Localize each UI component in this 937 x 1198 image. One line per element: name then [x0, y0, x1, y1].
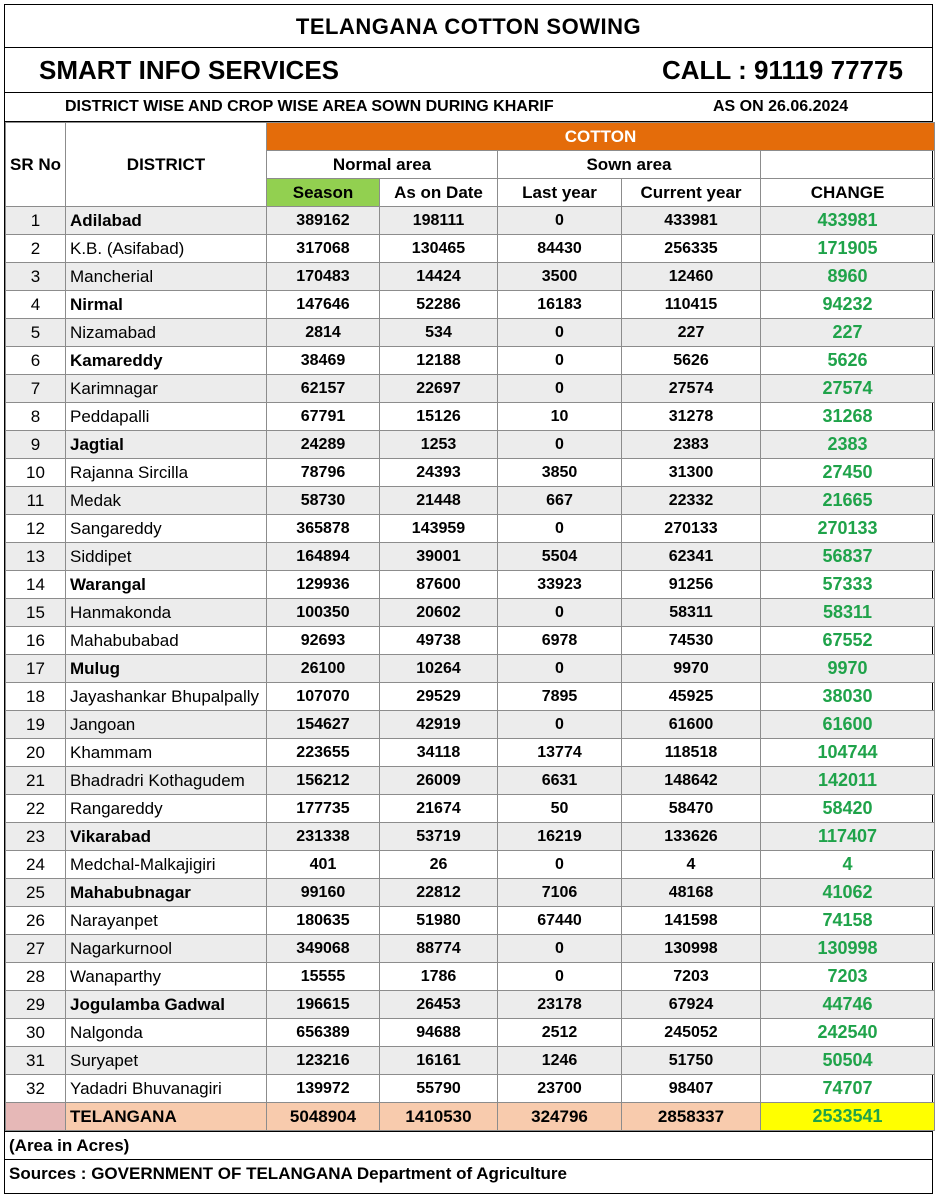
row-change: 44746 — [761, 991, 935, 1019]
row-current-year: 5626 — [622, 347, 761, 375]
table-row — [6, 207, 935, 235]
table-row — [6, 879, 935, 907]
row-current-year: 12460 — [622, 263, 761, 291]
report-title: TELANGANA COTTON SOWING — [5, 5, 932, 48]
row-change: 7203 — [761, 963, 935, 991]
row-change: 270133 — [761, 515, 935, 543]
row-last-year: 3500 — [498, 263, 622, 291]
row-last-year: 7106 — [498, 879, 622, 907]
row-season: 24289 — [267, 431, 380, 459]
row-current-year: 58470 — [622, 795, 761, 823]
row-change: 27574 — [761, 375, 935, 403]
row-sr-no: 7 — [6, 375, 66, 403]
row-change: 8960 — [761, 263, 935, 291]
row-as-on-date: 12188 — [380, 347, 498, 375]
row-season: 15555 — [267, 963, 380, 991]
row-district: Wanaparthy — [66, 963, 267, 991]
row-sr-no: 32 — [6, 1075, 66, 1103]
report-subtitle: DISTRICT WISE AND CROP WISE AREA SOWN DURING KHARIF — [65, 98, 554, 115]
table-row — [6, 431, 935, 459]
row-sr-no: 24 — [6, 851, 66, 879]
table-row — [6, 347, 935, 375]
row-change: 5626 — [761, 347, 935, 375]
row-sr-no: 11 — [6, 487, 66, 515]
row-district: Mulug — [66, 655, 267, 683]
header-blank — [761, 151, 935, 179]
table-row — [6, 907, 935, 935]
row-as-on-date: 143959 — [380, 515, 498, 543]
row-district: Jogulamba Gadwal — [66, 991, 267, 1019]
row-current-year: 110415 — [622, 291, 761, 319]
row-district: Narayanpet — [66, 907, 267, 935]
table-row — [6, 263, 935, 291]
row-sr-no: 26 — [6, 907, 66, 935]
row-season: 100350 — [267, 599, 380, 627]
row-district: Peddapalli — [66, 403, 267, 431]
row-sr-no: 31 — [6, 1047, 66, 1075]
row-change: 61600 — [761, 711, 935, 739]
row-as-on-date: 21674 — [380, 795, 498, 823]
row-last-year: 13774 — [498, 739, 622, 767]
header-sr-no: SR No — [6, 123, 66, 207]
row-last-year: 0 — [498, 711, 622, 739]
table-body — [6, 207, 935, 1103]
table-row — [6, 1047, 935, 1075]
row-change: 227 — [761, 319, 935, 347]
row-current-year: 130998 — [622, 935, 761, 963]
header-as-on-date: As on Date — [380, 179, 498, 207]
row-season: 147646 — [267, 291, 380, 319]
row-season: 349068 — [267, 935, 380, 963]
table-row — [6, 795, 935, 823]
row-last-year: 16219 — [498, 823, 622, 851]
row-district: Medak — [66, 487, 267, 515]
row-district: Vikarabad — [66, 823, 267, 851]
table-row — [6, 487, 935, 515]
row-district: Jagtial — [66, 431, 267, 459]
subtitle-bar — [5, 93, 932, 122]
row-season: 656389 — [267, 1019, 380, 1047]
row-sr-no: 23 — [6, 823, 66, 851]
table-row — [6, 655, 935, 683]
row-last-year: 3850 — [498, 459, 622, 487]
row-season: 401 — [267, 851, 380, 879]
row-change: 242540 — [761, 1019, 935, 1047]
row-current-year: 7203 — [622, 963, 761, 991]
row-change: 31268 — [761, 403, 935, 431]
row-district: Jayashankar Bhupalpally — [66, 683, 267, 711]
row-district: Suryapet — [66, 1047, 267, 1075]
row-change: 2383 — [761, 431, 935, 459]
row-district: Rangareddy — [66, 795, 267, 823]
row-as-on-date: 22697 — [380, 375, 498, 403]
row-as-on-date: 20602 — [380, 599, 498, 627]
header-normal-area: Normal area — [267, 151, 498, 179]
row-as-on-date: 42919 — [380, 711, 498, 739]
row-as-on-date: 26 — [380, 851, 498, 879]
row-as-on-date: 34118 — [380, 739, 498, 767]
row-last-year: 0 — [498, 515, 622, 543]
row-season: 177735 — [267, 795, 380, 823]
row-current-year: 98407 — [622, 1075, 761, 1103]
row-as-on-date: 21448 — [380, 487, 498, 515]
table-row — [6, 991, 935, 1019]
sowing-table — [5, 122, 935, 1131]
row-last-year: 10 — [498, 403, 622, 431]
row-as-on-date: 88774 — [380, 935, 498, 963]
row-current-year: 67924 — [622, 991, 761, 1019]
row-district: Siddipet — [66, 543, 267, 571]
row-as-on-date: 26453 — [380, 991, 498, 1019]
row-season: 389162 — [267, 207, 380, 235]
unit-note: (Area in Acres) — [5, 1131, 932, 1159]
row-sr-no: 29 — [6, 991, 66, 1019]
row-change: 142011 — [761, 767, 935, 795]
total-as-on-date: 1410530 — [380, 1103, 498, 1131]
brand-name: SMART INFO SERVICES — [39, 55, 340, 85]
row-change: 130998 — [761, 935, 935, 963]
row-as-on-date: 87600 — [380, 571, 498, 599]
row-last-year: 84430 — [498, 235, 622, 263]
row-change: 117407 — [761, 823, 935, 851]
row-as-on-date: 130465 — [380, 235, 498, 263]
row-current-year: 58311 — [622, 599, 761, 627]
row-current-year: 148642 — [622, 767, 761, 795]
table-row — [6, 319, 935, 347]
total-last-year: 324796 — [498, 1103, 622, 1131]
row-current-year: 2383 — [622, 431, 761, 459]
row-season: 99160 — [267, 879, 380, 907]
header-change: CHANGE — [761, 179, 935, 207]
row-sr-no: 28 — [6, 963, 66, 991]
table-row — [6, 627, 935, 655]
row-current-year: 22332 — [622, 487, 761, 515]
row-district: Mahabubabad — [66, 627, 267, 655]
row-sr-no: 6 — [6, 347, 66, 375]
row-current-year: 27574 — [622, 375, 761, 403]
row-as-on-date: 16161 — [380, 1047, 498, 1075]
row-district: Nalgonda — [66, 1019, 267, 1047]
row-district: K.B. (Asifabad) — [66, 235, 267, 263]
row-sr-no: 2 — [6, 235, 66, 263]
row-change: 4 — [761, 851, 935, 879]
sources-note: Sources : GOVERNMENT OF TELANGANA Department of Agriculture — [5, 1159, 932, 1187]
header-sown-area: Sown area — [498, 151, 761, 179]
row-sr-no: 13 — [6, 543, 66, 571]
row-sr-no: 9 — [6, 431, 66, 459]
header-district: DISTRICT — [66, 123, 267, 207]
table-row — [6, 1075, 935, 1103]
row-sr-no: 19 — [6, 711, 66, 739]
row-season: 180635 — [267, 907, 380, 935]
row-season: 156212 — [267, 767, 380, 795]
row-sr-no: 1 — [6, 207, 66, 235]
row-last-year: 16183 — [498, 291, 622, 319]
row-district: Warangal — [66, 571, 267, 599]
table-row — [6, 459, 935, 487]
row-sr-no: 22 — [6, 795, 66, 823]
table-row — [6, 823, 935, 851]
row-as-on-date: 534 — [380, 319, 498, 347]
row-change: 41062 — [761, 879, 935, 907]
row-season: 164894 — [267, 543, 380, 571]
row-last-year: 0 — [498, 599, 622, 627]
row-sr-no: 30 — [6, 1019, 66, 1047]
row-sr-no: 8 — [6, 403, 66, 431]
row-district: Rajanna Sircilla — [66, 459, 267, 487]
row-last-year: 6631 — [498, 767, 622, 795]
row-change: 74158 — [761, 907, 935, 935]
row-season: 317068 — [267, 235, 380, 263]
row-current-year: 270133 — [622, 515, 761, 543]
row-sr-no: 21 — [6, 767, 66, 795]
table-row — [6, 403, 935, 431]
table-row — [6, 683, 935, 711]
total-sr — [6, 1103, 66, 1131]
row-change: 58311 — [761, 599, 935, 627]
row-current-year: 9970 — [622, 655, 761, 683]
row-as-on-date: 1253 — [380, 431, 498, 459]
row-as-on-date: 24393 — [380, 459, 498, 487]
row-as-on-date: 55790 — [380, 1075, 498, 1103]
row-sr-no: 3 — [6, 263, 66, 291]
row-as-on-date: 51980 — [380, 907, 498, 935]
row-district: Mahabubnagar — [66, 879, 267, 907]
header-current-year: Current year — [622, 179, 761, 207]
row-district: Khammam — [66, 739, 267, 767]
total-current-year: 2858337 — [622, 1103, 761, 1131]
row-last-year: 0 — [498, 935, 622, 963]
row-district: Bhadradri Kothagudem — [66, 767, 267, 795]
row-season: 196615 — [267, 991, 380, 1019]
as-on-date: AS ON 26.06.2024 — [713, 98, 849, 115]
row-change: 58420 — [761, 795, 935, 823]
row-season: 107070 — [267, 683, 380, 711]
row-district: Medchal-Malkajigiri — [66, 851, 267, 879]
row-district: Yadadri Bhuvanagiri — [66, 1075, 267, 1103]
row-change: 56837 — [761, 543, 935, 571]
row-current-year: 91256 — [622, 571, 761, 599]
header-last-year: Last year — [498, 179, 622, 207]
table-row — [6, 935, 935, 963]
row-district: Nirmal — [66, 291, 267, 319]
row-sr-no: 16 — [6, 627, 66, 655]
row-last-year: 50 — [498, 795, 622, 823]
row-last-year: 0 — [498, 963, 622, 991]
row-last-year: 0 — [498, 347, 622, 375]
contact-number: CALL : 91119 77775 — [662, 55, 903, 85]
row-season: 2814 — [267, 319, 380, 347]
row-change: 57333 — [761, 571, 935, 599]
table-row — [6, 711, 935, 739]
row-last-year: 0 — [498, 655, 622, 683]
row-season: 123216 — [267, 1047, 380, 1075]
row-sr-no: 27 — [6, 935, 66, 963]
row-last-year: 1246 — [498, 1047, 622, 1075]
row-sr-no: 20 — [6, 739, 66, 767]
row-current-year: 4 — [622, 851, 761, 879]
row-season: 67791 — [267, 403, 380, 431]
row-change: 21665 — [761, 487, 935, 515]
row-as-on-date: 94688 — [380, 1019, 498, 1047]
row-current-year: 133626 — [622, 823, 761, 851]
row-last-year: 7895 — [498, 683, 622, 711]
row-change: 9970 — [761, 655, 935, 683]
table-row — [6, 739, 935, 767]
row-district: Hanmakonda — [66, 599, 267, 627]
row-as-on-date: 14424 — [380, 263, 498, 291]
row-season: 223655 — [267, 739, 380, 767]
table-row — [6, 235, 935, 263]
row-season: 365878 — [267, 515, 380, 543]
row-season: 38469 — [267, 347, 380, 375]
row-as-on-date: 39001 — [380, 543, 498, 571]
row-current-year: 51750 — [622, 1047, 761, 1075]
row-change: 50504 — [761, 1047, 935, 1075]
row-last-year: 667 — [498, 487, 622, 515]
row-sr-no: 14 — [6, 571, 66, 599]
row-current-year: 31300 — [622, 459, 761, 487]
row-change: 74707 — [761, 1075, 935, 1103]
row-current-year: 141598 — [622, 907, 761, 935]
row-last-year: 2512 — [498, 1019, 622, 1047]
row-season: 62157 — [267, 375, 380, 403]
row-season: 154627 — [267, 711, 380, 739]
row-current-year: 256335 — [622, 235, 761, 263]
row-sr-no: 17 — [6, 655, 66, 683]
table-row — [6, 375, 935, 403]
header-cotton: COTTON — [267, 123, 935, 151]
row-last-year: 0 — [498, 375, 622, 403]
table-row — [6, 1019, 935, 1047]
row-current-year: 74530 — [622, 627, 761, 655]
row-district: Sangareddy — [66, 515, 267, 543]
table-row — [6, 767, 935, 795]
row-sr-no: 18 — [6, 683, 66, 711]
row-as-on-date: 53719 — [380, 823, 498, 851]
row-sr-no: 10 — [6, 459, 66, 487]
row-as-on-date: 1786 — [380, 963, 498, 991]
row-change: 94232 — [761, 291, 935, 319]
row-sr-no: 5 — [6, 319, 66, 347]
row-district: Nizamabad — [66, 319, 267, 347]
row-sr-no: 4 — [6, 291, 66, 319]
brand-bar — [5, 48, 932, 93]
row-season: 78796 — [267, 459, 380, 487]
row-season: 129936 — [267, 571, 380, 599]
row-sr-no: 12 — [6, 515, 66, 543]
table-row — [6, 291, 935, 319]
row-last-year: 23178 — [498, 991, 622, 1019]
row-district: Kamareddy — [66, 347, 267, 375]
report-sheet — [4, 4, 933, 1194]
row-change: 67552 — [761, 627, 935, 655]
row-current-year: 31278 — [622, 403, 761, 431]
row-current-year: 45925 — [622, 683, 761, 711]
row-season: 139972 — [267, 1075, 380, 1103]
row-as-on-date: 29529 — [380, 683, 498, 711]
row-current-year: 227 — [622, 319, 761, 347]
row-as-on-date: 10264 — [380, 655, 498, 683]
row-last-year: 0 — [498, 207, 622, 235]
row-last-year: 23700 — [498, 1075, 622, 1103]
row-current-year: 118518 — [622, 739, 761, 767]
row-season: 170483 — [267, 263, 380, 291]
row-current-year: 48168 — [622, 879, 761, 907]
row-district: Adilabad — [66, 207, 267, 235]
table-row — [6, 599, 935, 627]
row-as-on-date: 52286 — [380, 291, 498, 319]
row-sr-no: 15 — [6, 599, 66, 627]
row-change: 38030 — [761, 683, 935, 711]
row-last-year: 5504 — [498, 543, 622, 571]
row-current-year: 62341 — [622, 543, 761, 571]
total-season: 5048904 — [267, 1103, 380, 1131]
row-season: 231338 — [267, 823, 380, 851]
table-row — [6, 851, 935, 879]
row-sr-no: 25 — [6, 879, 66, 907]
row-last-year: 67440 — [498, 907, 622, 935]
header-season: Season — [267, 179, 380, 207]
row-season: 58730 — [267, 487, 380, 515]
row-change: 27450 — [761, 459, 935, 487]
row-change: 171905 — [761, 235, 935, 263]
row-district: Jangoan — [66, 711, 267, 739]
row-last-year: 0 — [498, 851, 622, 879]
row-district: Mancherial — [66, 263, 267, 291]
row-as-on-date: 49738 — [380, 627, 498, 655]
row-season: 26100 — [267, 655, 380, 683]
row-district: Karimnagar — [66, 375, 267, 403]
row-district: Nagarkurnool — [66, 935, 267, 963]
row-current-year: 245052 — [622, 1019, 761, 1047]
row-last-year: 33923 — [498, 571, 622, 599]
row-as-on-date: 198111 — [380, 207, 498, 235]
row-as-on-date: 22812 — [380, 879, 498, 907]
total-change: 2533541 — [761, 1103, 935, 1131]
row-current-year: 433981 — [622, 207, 761, 235]
row-season: 92693 — [267, 627, 380, 655]
total-label: TELANGANA — [66, 1103, 267, 1131]
row-last-year: 0 — [498, 431, 622, 459]
total-row — [6, 1103, 935, 1131]
row-as-on-date: 26009 — [380, 767, 498, 795]
table-row — [6, 543, 935, 571]
table-row — [6, 515, 935, 543]
row-current-year: 61600 — [622, 711, 761, 739]
table-row — [6, 571, 935, 599]
row-last-year: 0 — [498, 319, 622, 347]
row-as-on-date: 15126 — [380, 403, 498, 431]
row-change: 433981 — [761, 207, 935, 235]
row-last-year: 6978 — [498, 627, 622, 655]
table-row — [6, 963, 935, 991]
row-change: 104744 — [761, 739, 935, 767]
